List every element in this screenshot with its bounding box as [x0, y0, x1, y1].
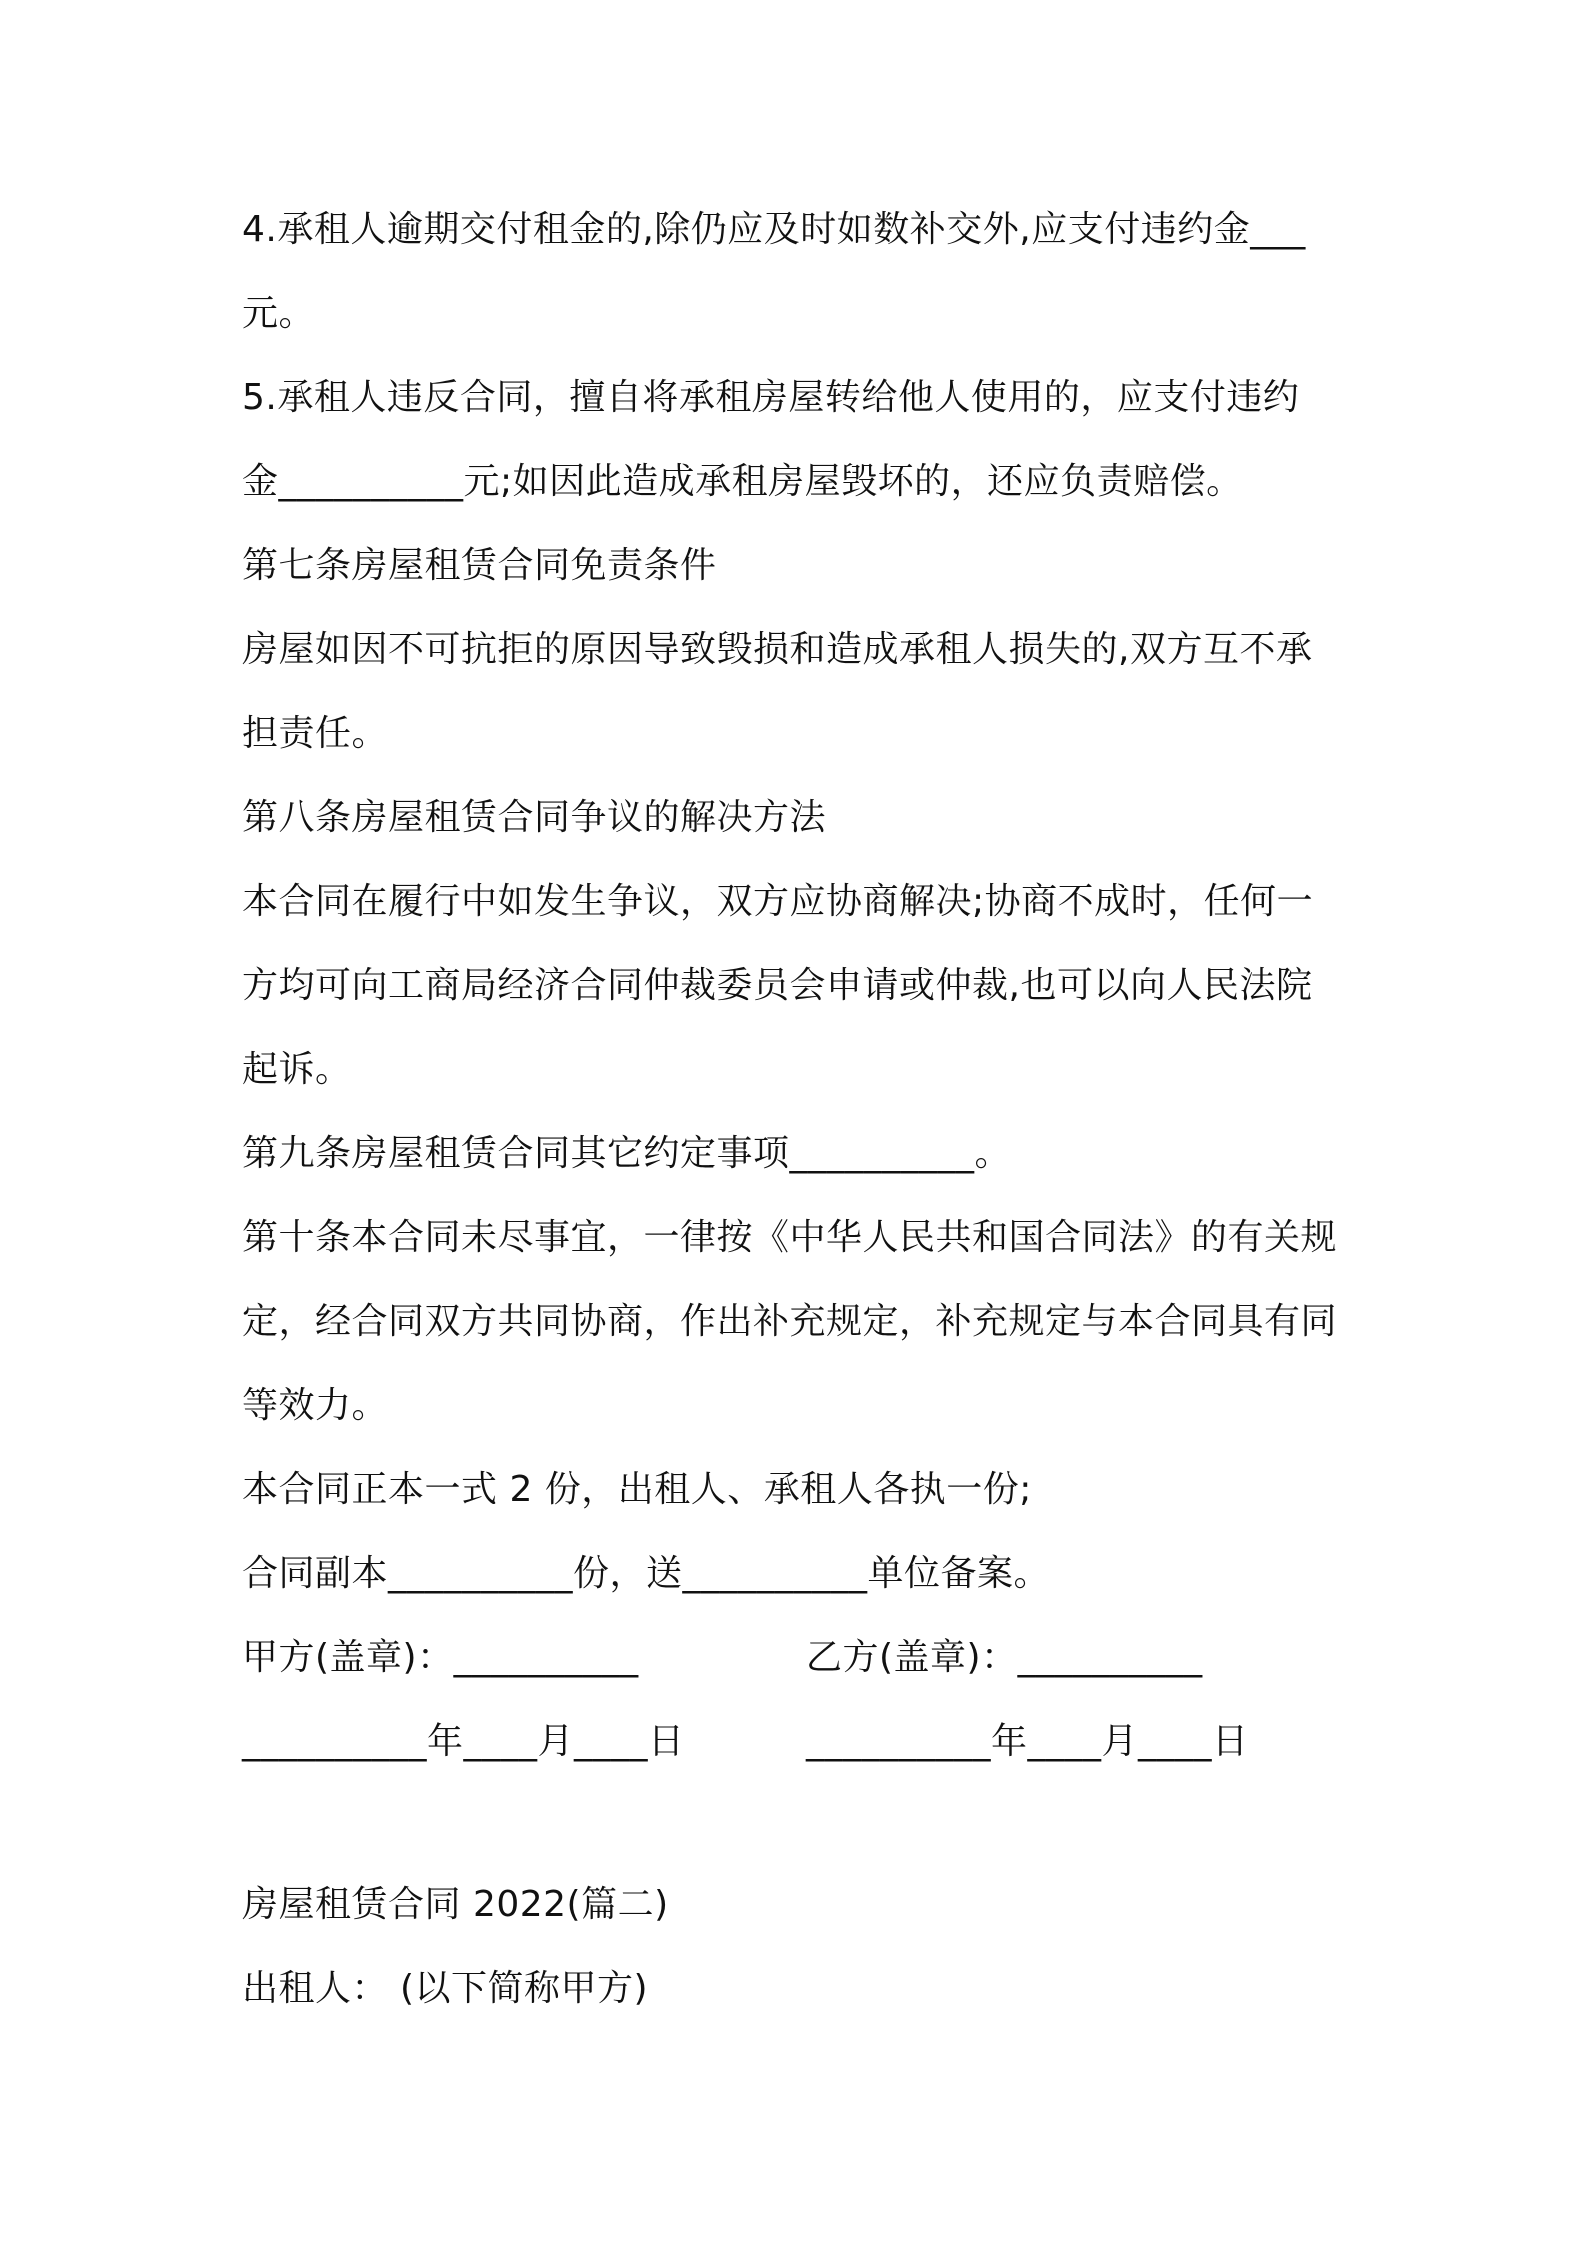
article-8-line-2: 方均可向工商局经济合同仲裁委员会申请或仲裁,也可以向人民法院	[242, 965, 1313, 1006]
article-10-line-1: 第十条本合同未尽事宜，一律按《中华人民共和国合同法》的有关规	[242, 1217, 1338, 1258]
clause-line-1: 4.承租人逾期交付租金的,除仍应及时如数补交外,应支付违约金___	[242, 209, 1306, 250]
party-a-date: __________年____月____日	[242, 1721, 685, 1762]
clause-line-3: 5.承租人违反合同，擅自将承租房屋转给他人使用的，应支付违约	[242, 377, 1300, 418]
section-2-title: 房屋租赁合同 2022(篇二)	[242, 1884, 669, 1925]
party-b-date: __________年____月____日	[806, 1721, 1249, 1762]
party-a-seal: 甲方(盖章)：__________	[242, 1637, 639, 1678]
article-8-heading: 第八条房屋租赁合同争议的解决方法	[242, 797, 827, 838]
copies-line-1: 本合同正本一式 2 份，出租人、承租人各执一份;	[242, 1469, 1032, 1510]
article-9-line: 第九条房屋租赁合同其它约定事项__________。	[242, 1133, 1012, 1174]
section-2-lessor: 出租人： (以下简称甲方)	[242, 1968, 649, 2009]
article-7-line-2: 担责任。	[242, 713, 389, 754]
article-8-line-3: 起诉。	[242, 1049, 352, 1090]
article-8-line-1: 本合同在履行中如发生争议，双方应协商解决;协商不成时，任何一	[242, 881, 1314, 922]
copies-line-2: 合同副本__________份，送__________单位备案。	[242, 1553, 1051, 1594]
article-10-line-2: 定，经合同双方共同协商，作出补充规定，补充规定与本合同具有同	[242, 1301, 1338, 1342]
article-7-line-1: 房屋如因不可抗拒的原因导致毁损和造成承租人损失的,双方互不承	[242, 629, 1313, 670]
clause-line-4: 金__________元;如因此造成承租房屋毁坏的，还应负责赔偿。	[242, 461, 1243, 502]
clause-line-2: 元。	[242, 293, 316, 334]
party-b-seal: 乙方(盖章)：__________	[806, 1637, 1203, 1678]
article-10-line-3: 等效力。	[242, 1385, 389, 1426]
article-7-heading: 第七条房屋租赁合同免责条件	[242, 545, 717, 586]
